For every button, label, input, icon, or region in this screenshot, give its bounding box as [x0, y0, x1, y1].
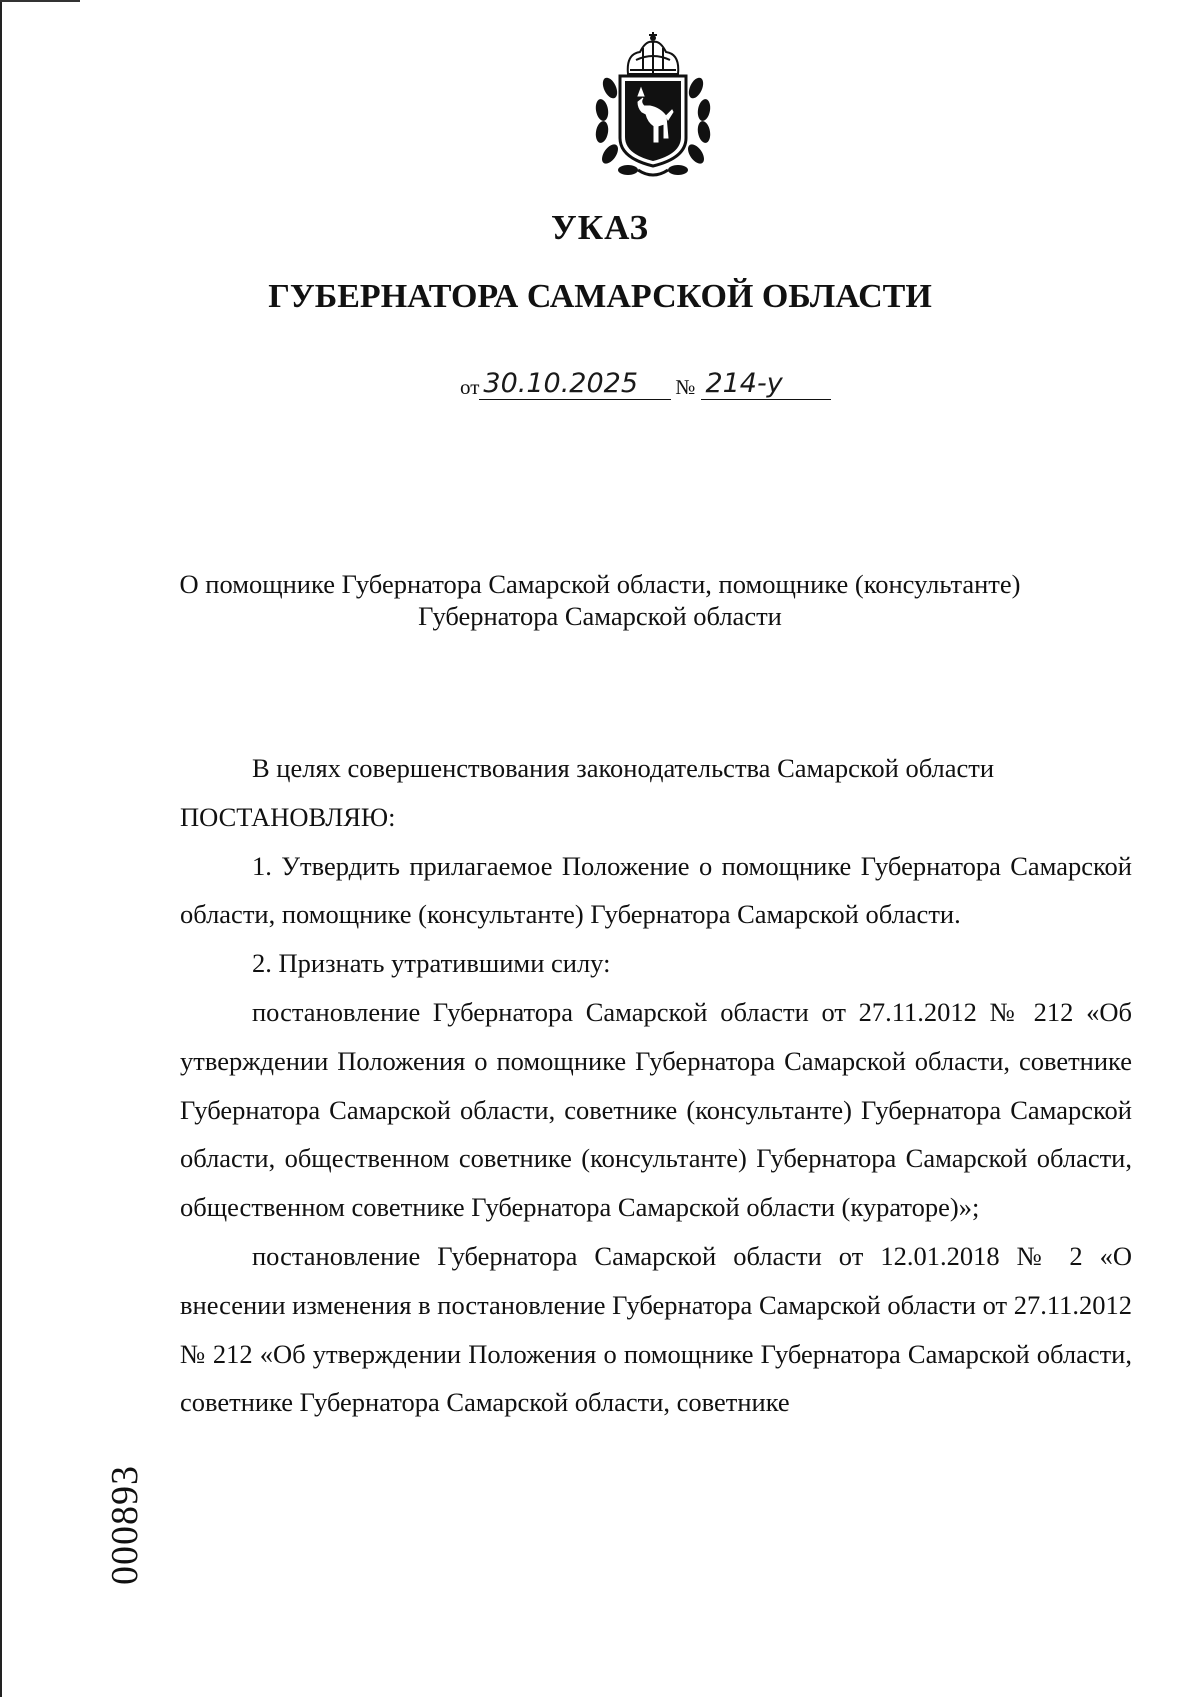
- paragraph-repealed-act-1: постановление Губернатора Самарской области от 27.11.2012 № 212 «Об утверждении Положения о помощнике Губернатора Самарской области, советнике Губернатора Самарской области, советнике (консультанте) Губернатора Самарской области, общественном советнике (консультанте) Губернатора Самарской области, общественном советнике Губернатора Самарской области (кураторе)»;: [180, 996, 1132, 1223]
- scan-edge-line: [0, 0, 2, 1697]
- stamp-number-text: 000893: [104, 1465, 146, 1585]
- document-body: [180, 744, 1132, 1427]
- handwritten-date: 30.10.2025: [479, 369, 671, 400]
- document-subtitle: ГУБЕРНАТОРА САМАРСКОЙ ОБЛАСТИ: [268, 278, 932, 315]
- date-number-line: [460, 360, 831, 400]
- number-symbol: №: [675, 375, 696, 399]
- paragraph-repealed-act-2: постановление Губернатора Самарской области от 12.01.2018 № 2 «О внесении изменения в постановление Губернатора Самарской области от 27.11.2012 № 212 «Об утверждении Положения о помощнике Губернатора Самарской области, советнике Губернатора Самарской области, советнике: [180, 1240, 1132, 1418]
- date-prefix: от: [460, 375, 480, 399]
- document-subject: О помощнике Губернатора Самарской области, помощнике (консультанте) Губернатора Самарской области: [179, 569, 1021, 631]
- scan-edge-tick: [0, 0, 80, 2]
- paragraph-item-1: 1. Утвердить прилагаемое Положение о помощнике Губернатора Самарской области, помощнике (консультанте) Губернатора Самарской области.: [180, 850, 1132, 930]
- paragraph-item-2: 2. Признать утратившими силу:: [252, 948, 611, 979]
- paragraph-decree: ПОСТАНОВЛЯЮ:: [180, 801, 396, 832]
- handwritten-number: 214-у: [701, 369, 831, 400]
- paragraph-preamble: В целях совершенствования законодательства Самарской области: [252, 753, 995, 783]
- document-title: УКАЗ: [551, 208, 649, 247]
- registration-stamp-number: [100, 1450, 150, 1600]
- samara-coat-of-arms-icon: [588, 30, 718, 182]
